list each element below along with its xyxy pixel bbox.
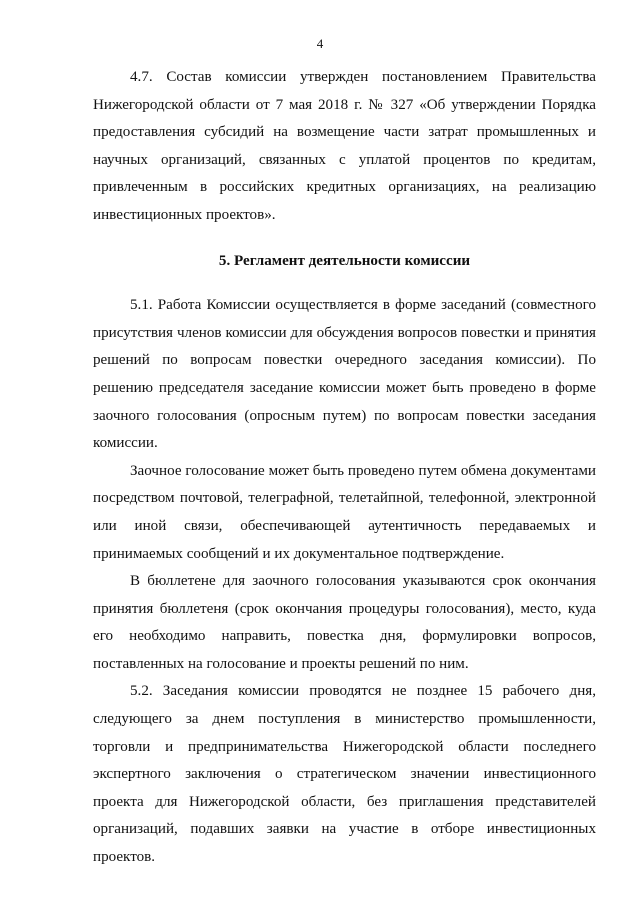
paragraph-ballot: В бюллетене для заочного голосования указываются срок окончания принятия бюллетеня (срок окончания процедуры голосования), место, куда его необходимо направить, повестка дня, формулировки вопросов, поставленных на голосование и проекты решений по ним. (93, 573, 596, 672)
section-heading-5: 5. Регламент деятельности комиссии (218, 252, 471, 269)
document-body (93, 64, 596, 872)
paragraph-5-2: 5.2. Заседания комиссии проводятся не позднее 15 рабочего дня, следующего за днем поступления в министерство промышленности, торговли и предпринимательства Нижегородской области последнего экспертного заключения о стратегическом значении инвестиционного проекта для Нижегородской области, без приглашения представителей организаций, подавших заявки на участие в отборе инвестиционных проектов. (93, 683, 596, 866)
page-number: 4 (316, 36, 324, 51)
paragraph-absentee-voting: Заочное голосование может быть проведено путем обмена документами посредством почтовой, телеграфной, телетайпной, телефонной, электронной или иной связи, обеспечивающей аутентичность передаваемых и принимаемых сообщений и их документальное подтверждение. (93, 462, 596, 562)
paragraph-5-1: 5.1. Работа Комиссии осуществляется в форме заседаний (совместного присутствия членов комиссии для обсуждения вопросов повестки и принятия решений по вопросам повестки очередного заседания комиссии). По решению председателя заседание комиссии может быть проведено в форме заочного голосования (опросным путем) по вопросам повестки заседания комиссии. (93, 297, 596, 452)
paragraph-4-7: 4.7. Состав комиссии утвержден постановлением Правительства Нижегородской области от 7 мая 2018 г. № 327 «Об утверждении Порядка предоставления субсидий на возмещение части затрат промышленных и научных организаций, связанных с уплатой процентов по кредитам, привлеченным в российских кредитных организациях, на реализацию инвестиционных проектов». (93, 69, 596, 223)
